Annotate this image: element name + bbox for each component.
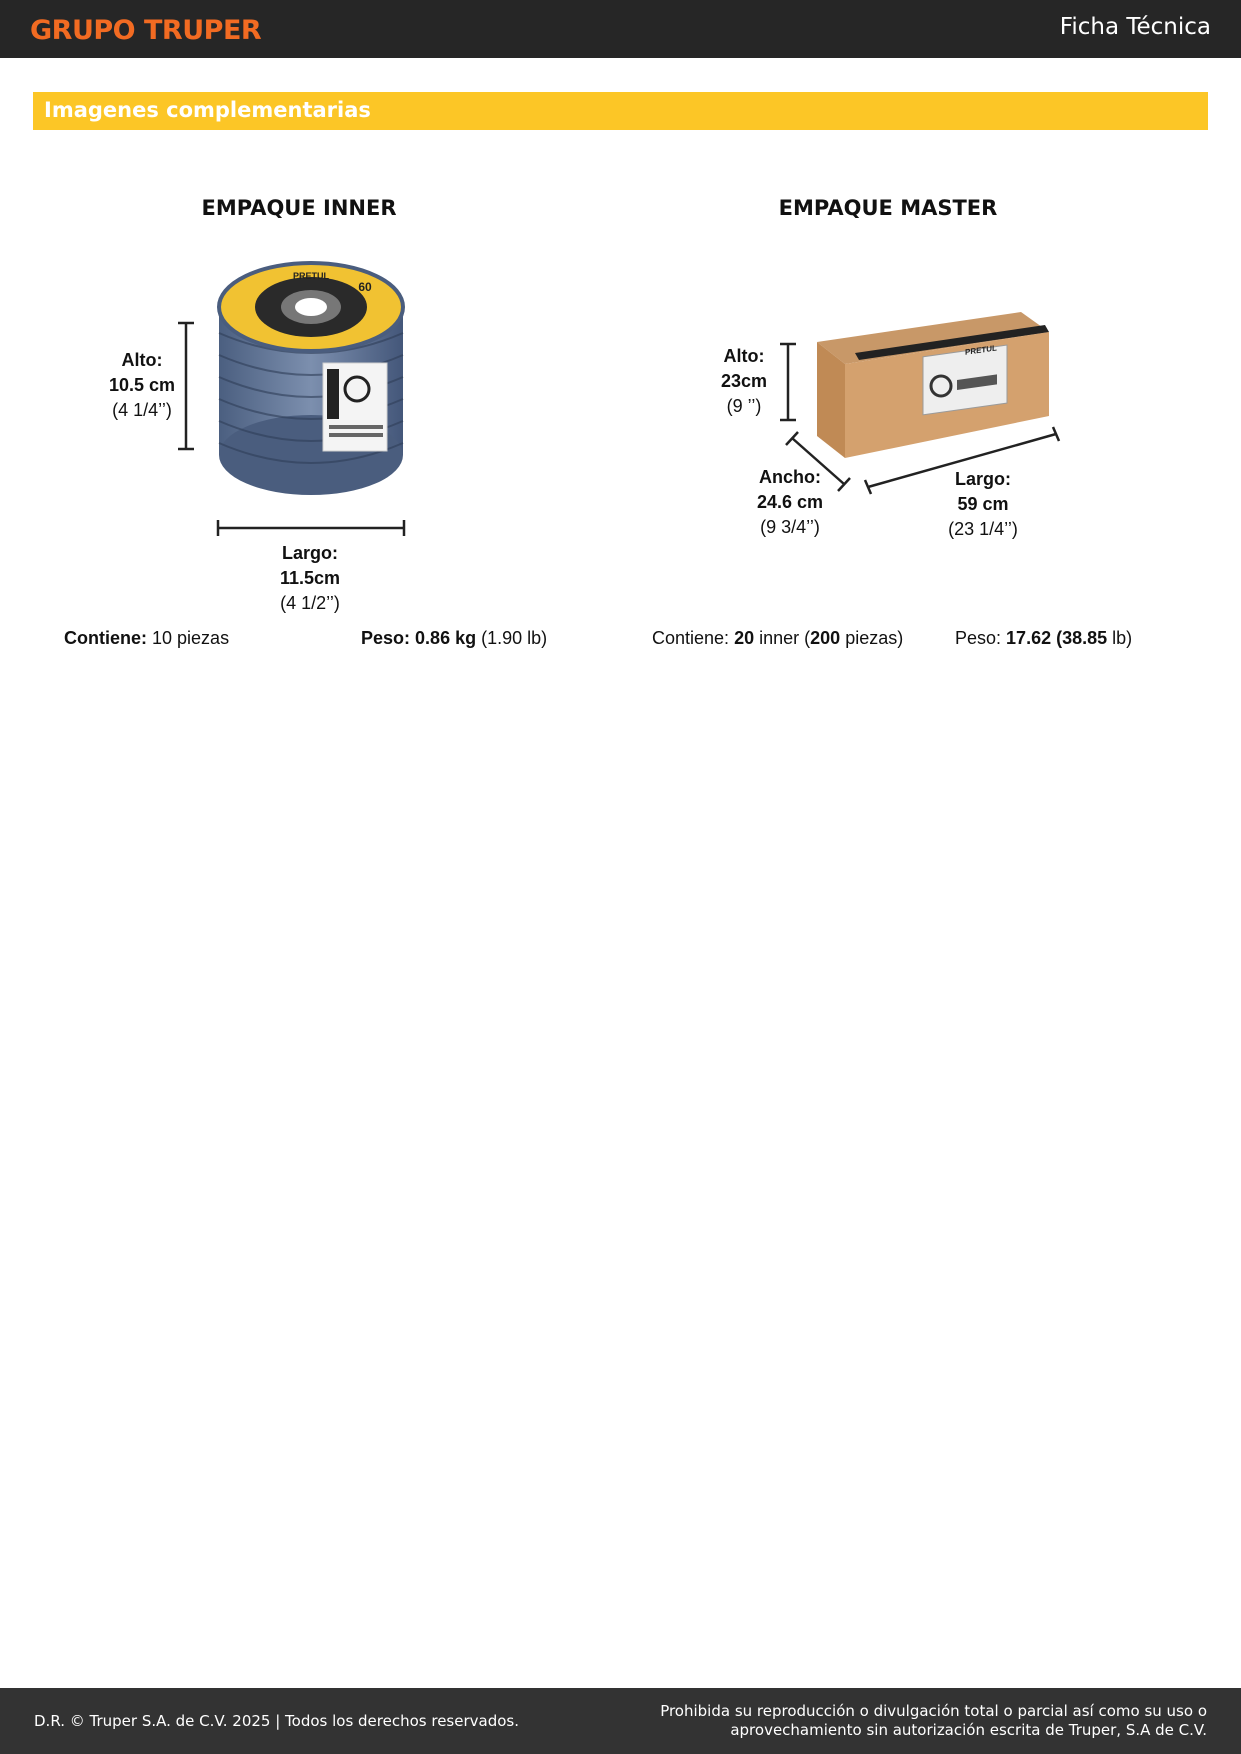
master-contiene-count: 20 [734, 628, 755, 648]
master-contiene-unit: inner ( [759, 628, 811, 648]
inner-alto-metric: 10.5 cm [108, 375, 176, 395]
legal-line-2: aprovechamiento sin autorización escrita de Truper, S.A de C.V. [730, 1721, 1207, 1739]
master-peso-tail: lb) [1112, 628, 1133, 648]
master-largo-imperial: (23 1/4’’) [948, 519, 1018, 539]
grupo-truper-logo: GRUPO TRUPER [30, 15, 262, 46]
master-ancho-label: Ancho: [759, 467, 821, 487]
section-title: Imagenes complementarias [44, 98, 371, 122]
master-peso-lb: (38.85 [1056, 628, 1108, 648]
inner-contiene [64, 628, 229, 649]
inner-alto-label: Alto: [121, 350, 163, 370]
page-header [0, 0, 1241, 58]
inner-peso [361, 628, 547, 649]
master-alto-dimension [704, 344, 784, 419]
inner-alto-imperial: (4 1/4’’) [112, 400, 172, 420]
master-alto-imperial: (9 ’’) [726, 396, 762, 416]
flap-disc-stack-image [215, 263, 407, 499]
master-ancho-dimension [740, 465, 840, 540]
master-ancho-imperial: (9 3/4’’) [760, 517, 820, 537]
inner-largo-dimension [250, 541, 370, 616]
master-alto-metric: 23cm [720, 371, 768, 391]
master-alto-label: Alto: [723, 346, 765, 366]
inner-peso-lb: (1.90 lb) [481, 628, 548, 648]
disc-brand-text: PRETUL [293, 271, 329, 281]
box-brand-text: PRETUL [965, 343, 997, 357]
doc-title: Ficha Técnica [1059, 14, 1211, 40]
inner-peso-kg: 0.86 kg [415, 628, 477, 648]
inner-largo-metric: 11.5cm [279, 568, 341, 588]
master-contiene-label: Contiene: [652, 628, 730, 648]
inner-peso-label: Peso: [361, 628, 411, 648]
master-contiene-pieces: 200 [810, 628, 841, 648]
inner-length-line [217, 518, 405, 538]
master-peso [955, 628, 1132, 649]
master-peso-label: Peso: [955, 628, 1002, 648]
master-largo-metric: 59 cm [957, 494, 1009, 514]
inner-contiene-value: 10 piezas [152, 628, 230, 648]
master-largo-dimension [933, 467, 1033, 542]
legal-line-1: Prohibida su reproducción o divulgación total o parcial así como su uso o [660, 1702, 1207, 1720]
master-ancho-metric: 24.6 cm [756, 492, 824, 512]
master-peso-kg: 17.62 [1006, 628, 1052, 648]
master-contiene-tail: piezas) [845, 628, 904, 648]
master-largo-label: Largo: [955, 469, 1011, 489]
disc-grit-text: 60 [358, 280, 372, 294]
inner-alto-dimension [92, 348, 192, 423]
master-title: EMPAQUE MASTER [778, 196, 998, 220]
inner-contiene-label: Contiene: [64, 628, 147, 648]
master-contiene [652, 628, 903, 649]
inner-largo-imperial: (4 1/2’’) [280, 593, 340, 613]
inner-largo-label: Largo: [282, 543, 338, 563]
section-bar [33, 92, 1208, 130]
copyright-text: D.R. © Truper S.A. de C.V. 2025 | Todos los derechos reservados. [34, 1712, 519, 1730]
page-footer [0, 1688, 1241, 1754]
inner-title: EMPAQUE INNER [201, 196, 397, 220]
legal-notice [660, 1702, 1207, 1740]
